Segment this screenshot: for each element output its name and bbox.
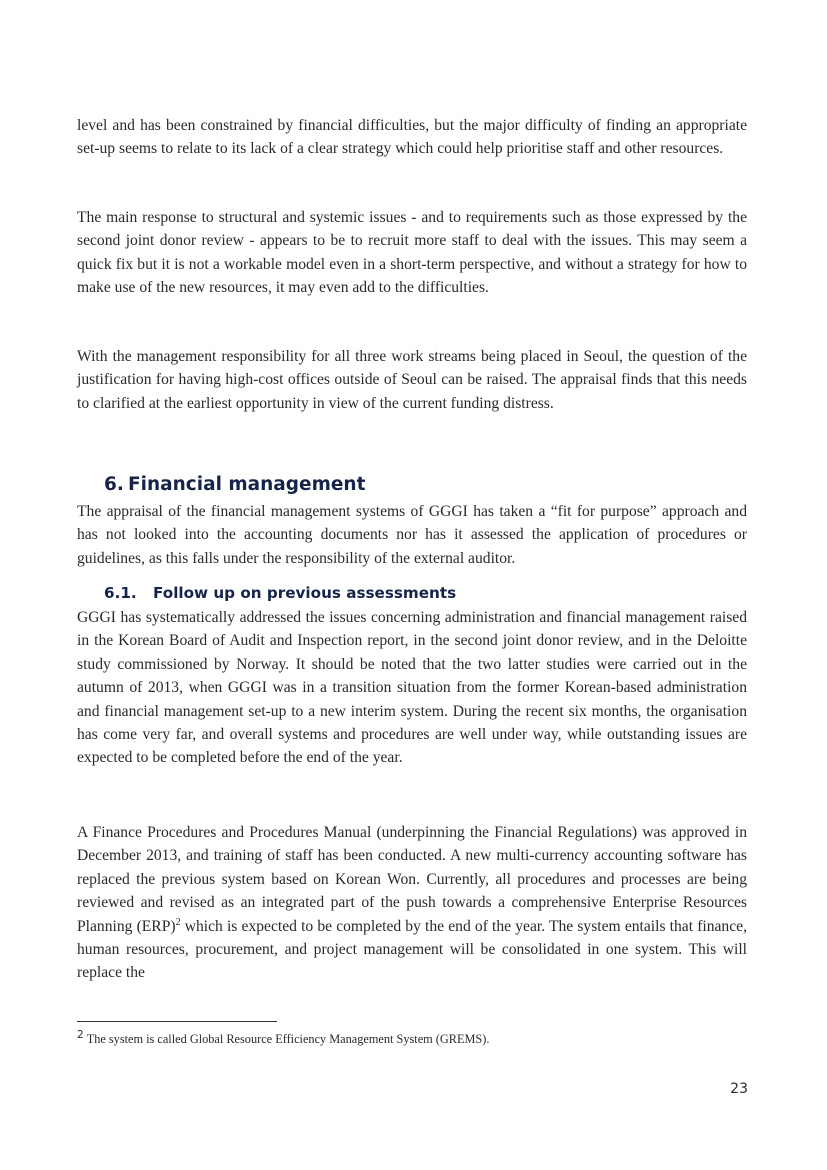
paragraph-3: With the management responsibility for all three work streams being placed in Seoul, the question of the justification for having high-cost offices outside of Seoul can be raised. The appraisal finds that this needs to clarified at the earliest opportunity in view of the current funding distress. [77,348,747,412]
footnote-reference: 2 [175,916,181,928]
footnote-separator [77,1021,277,1022]
section-6-heading [104,474,365,495]
paragraph-2: The main response to structural and systemic issues - and to requirements such as those expressed by the second joint donor review - appears to be to recruit more staff to deal with the issues. This may seem a quick fix but it is not a workable model even in a short-term perspective, and without a strategy for how to make use of the new resources, it may even add to the difficulties. [77,209,747,297]
paragraph-text: which is expected to be completed by the end of the year. The system entails that finance, human resources, procurement, and project management will be consolidated in one system. This will replace the [77,917,747,982]
section-6-1-title: Follow up on previous assessments [153,584,457,602]
paragraph-1: level and has been constrained by financial difficulties, but the major difficulty of finding an appropriate set-up seems to relate to its lack of a clear strategy which could help prioritise staff and other resources. [77,117,747,158]
footnote-text: The system is called Global Resource Efficiency Management System (GREMS). [86,1032,490,1046]
section-6-number: 6. [104,474,124,495]
page-number: 23 [730,1081,748,1097]
section-6-1-paragraph-1: GGGI has systematically addressed the issues concerning administration and financial management raised in the Korean Board of Audit and Inspection report, in the second joint donor review, and in the Deloitte study commissioned by Norway. It should be noted that the two latter studies were carried out in the autumn of 2013, when GGGI was in a transition situation from the former Korean-based administration and financial management set-up to a new interim system. During the recent six months, the organisation has come very far, and overall systems and procedures are well under way, while outstanding issues are expected to be completed before the end of the year. [77,609,747,767]
paragraph-text: A Finance Procedures and Procedures Manual (underpinning the Financial Regulations) was approved in December 2013, and training of staff has been conducted. A new multi-currency accounting software has replaced the previous system based on Korean Won. Currently, all procedures and processes are being reviewed and revised as an integrated part of the push towards a comprehensive Enterprise Resources Planning (ERP) [77,824,747,935]
section-6-1-number: 6.1. [104,584,137,602]
footnote [77,1028,747,1047]
section-6-intro: The appraisal of the financial management systems of GGGI has taken a “fit for purpose” approach and has not looked into the accounting documents nor has it assessed the application of procedures or guidelines, as this falls under the responsibility of the external auditor. [77,503,747,567]
footnote-mark: 2 [77,1028,84,1041]
section-6-1-paragraph-2 [77,821,747,985]
section-6-1-heading [104,584,456,602]
section-6-title: Financial management [128,474,366,495]
